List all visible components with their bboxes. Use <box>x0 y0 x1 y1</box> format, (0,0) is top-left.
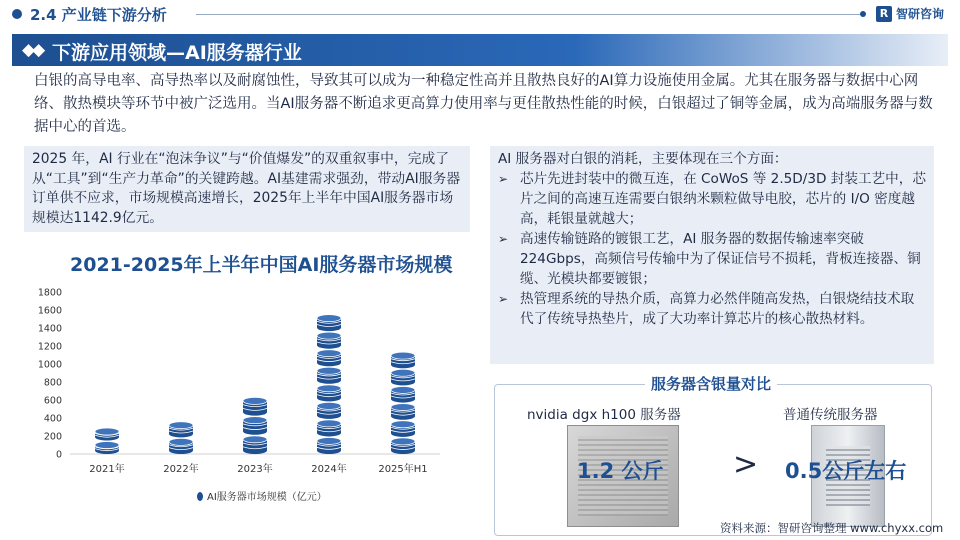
x-tick-label: 2022年 <box>163 464 199 475</box>
y-tick-label: 1600 <box>37 305 62 317</box>
x-tick-label: 2024年 <box>311 464 347 475</box>
y-tick-label: 800 <box>43 377 62 389</box>
bar-segment-top <box>317 332 341 339</box>
y-tick-label: 1400 <box>37 323 62 335</box>
silver-usage-item <box>498 169 926 229</box>
y-tick-label: 0 <box>55 449 62 461</box>
silver-usage-lead: AI 服务器对白银的消耗，主要体现在三个方面： <box>498 151 788 167</box>
bar-segment-bottom <box>391 430 415 437</box>
bar-segment-top <box>391 438 415 445</box>
bar-segment-top <box>317 420 341 427</box>
title-banner <box>12 34 948 66</box>
top-bar <box>0 0 960 30</box>
comparison-title: 服务器含银量对比 <box>645 373 777 394</box>
silver-usage-item <box>498 229 926 289</box>
bar-segment-top <box>391 369 415 376</box>
y-tick-label: 600 <box>43 395 62 407</box>
intro-paragraph: 白银的高导电率、高导热率以及耐腐蚀性，导致其可以成为一种稳定性高并且散热良好的AI算力设施使用金属。尤其在服务器与数据中心网络、散热模块等环节中被广泛选用。当AI服务器不断追求更高算力使用率与更佳散热性能的时候，白银超过了铜等金属，成为高端服务器与数据中心的首选。 <box>34 73 933 135</box>
bar-segment-bottom <box>391 396 415 403</box>
x-tick-label: 2021年 <box>89 464 125 475</box>
chart-title: 2021-2025年上半年中国AI服务器市场规模 <box>70 254 453 276</box>
chevron-right-icon: ➢ <box>498 292 509 306</box>
silver-usage-item <box>498 289 926 329</box>
bar-segment-top <box>169 422 193 429</box>
market-note-text: 2025 年，AI 行业在“泡沫争议”与“价值爆发”的双重叙事中，完成了从“工具”到“生产力革命”的关键跨越。AI基建需求强劲，带动AI服务器订单供不应求，市场规模高速增长，2025年上半年中国AI服务器市场规模达1142.9亿元。 <box>32 151 461 226</box>
bar-segment-bottom <box>391 447 415 454</box>
bar-stack <box>391 352 415 454</box>
silver-usage-item-text: 热管理系统的导热介质，高算力必然伴随高发热，白银烧结技术取代了传统导热垫片，成了大功率计算芯片的核心散热材料。 <box>520 291 915 327</box>
page-title: 下游应用领域—AI服务器行业 <box>52 42 302 64</box>
market-size-chart <box>30 282 450 514</box>
dgx-silver-value: 1.2 公斤 <box>577 459 664 483</box>
bar-segment-top <box>317 402 341 409</box>
x-tick-label: 2025年H1 <box>378 464 428 475</box>
bar-segment-top <box>169 438 193 445</box>
greater-than-symbol: > <box>733 447 759 482</box>
section-bullet-icon <box>12 9 22 19</box>
bar-segment-bottom <box>169 430 193 437</box>
bar-segment-top <box>243 436 267 443</box>
bar-segment-bottom <box>391 361 415 368</box>
silver-usage-item-text: 高速传输链路的镀银工艺，AI 服务器的数据传输速率突破 224Gbps，高频信号传输中为了保证信号不损耗，背板连接器、铜缆、光模块都要镀银； <box>520 231 921 287</box>
bar-segment-top <box>391 352 415 359</box>
bar-segment-bottom <box>391 378 415 385</box>
silver-usage-item-text: 芯片先进封装中的微互连，在 CoWoS 等 2.5D/3D 封装工艺中，芯片之间的高速互连需要白银纳米颗粒做导电胶，芯片的 I/O 密度越高，耗银量就越大； <box>520 171 926 227</box>
bar-stack <box>169 422 193 454</box>
bar-segment-top <box>317 385 341 392</box>
y-tick-label: 400 <box>43 413 62 425</box>
brand-logo <box>876 5 944 22</box>
x-tick-label: 2023年 <box>237 464 273 475</box>
silver-content-comparison <box>494 375 932 536</box>
market-note-box <box>24 146 470 232</box>
bar-stack <box>243 397 267 454</box>
traditional-silver-value: 0.5公斤左右 <box>785 459 907 483</box>
bar-segment-top <box>243 417 267 424</box>
source-note: 资料来源：智研咨询整理 www.chyxx.com <box>720 521 944 535</box>
legend-label: AI服务器市场规模（亿元） <box>207 492 327 503</box>
dgx-h100-label: nvidia dgx h100 服务器 <box>527 407 681 423</box>
bar-segment-top <box>317 367 341 374</box>
bar-segment-top <box>243 397 267 404</box>
bar-segment-top <box>391 404 415 411</box>
chevron-right-icon: ➢ <box>498 232 509 246</box>
bar-segment-top <box>317 350 341 357</box>
bar-segment-top <box>391 386 415 393</box>
y-tick-label: 200 <box>43 431 62 443</box>
legend-swatch <box>197 492 203 501</box>
bar-segment-bottom <box>169 447 193 454</box>
bar-segment-top <box>317 437 341 444</box>
header-divider <box>196 14 864 15</box>
y-tick-label: 1000 <box>37 359 62 371</box>
silver-usage-panel <box>490 146 934 364</box>
double-chevron-icon: ◆◆ <box>22 40 43 60</box>
brand-name: 智研咨询 <box>896 7 945 21</box>
y-tick-label: 1800 <box>37 287 62 299</box>
traditional-server-label: 普通传统服务器 <box>783 407 878 423</box>
bar-stack <box>317 315 341 454</box>
y-tick-label: 1200 <box>37 341 62 353</box>
bar-segment-bottom <box>391 413 415 420</box>
bar-stack <box>95 428 119 454</box>
bar-segment-top <box>391 421 415 428</box>
bar-segment-top <box>317 315 341 322</box>
section-title: 2.4 产业链下游分析 <box>30 6 167 24</box>
chevron-right-icon: ➢ <box>498 172 509 186</box>
brand-mark-icon: R <box>876 6 892 22</box>
